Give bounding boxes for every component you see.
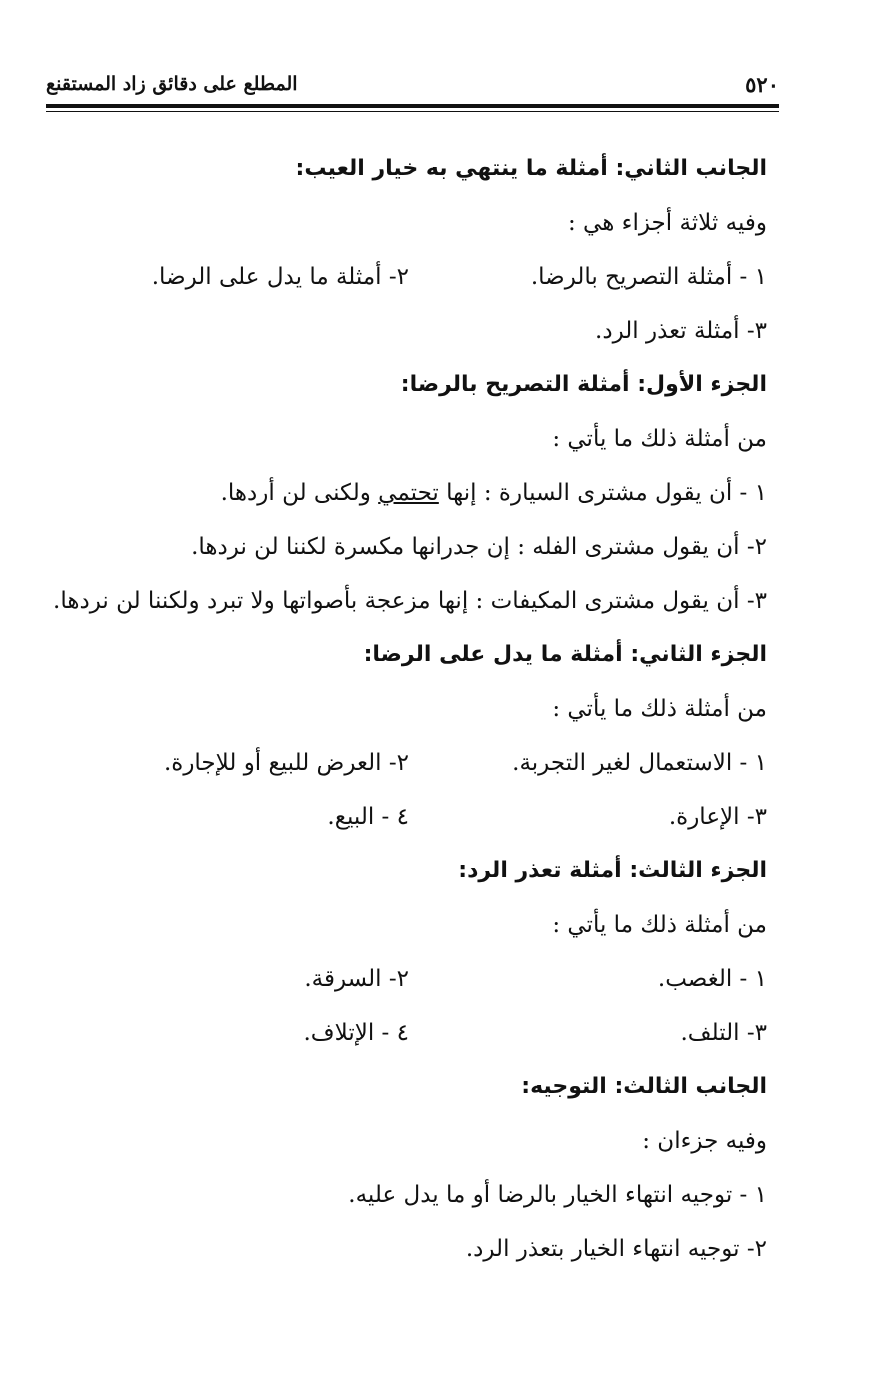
- intro-line: من أمثلة ذلك ما يأتي :: [552, 426, 767, 452]
- header-rule-thick: [46, 104, 779, 108]
- page-header: [46, 68, 779, 100]
- example-item-1: [50, 466, 767, 520]
- example-1-text-end: ولكنى لن أردها.: [220, 480, 379, 506]
- section-heading-3: الجانب الثالث: التوجيه:: [521, 1074, 767, 1099]
- running-title: المطلع على دقائق زاد المستقنع: [46, 73, 298, 95]
- parts-row-1: [50, 250, 767, 304]
- part-item-3: ٣- أمثلة تعذر الرد.: [595, 318, 767, 344]
- satisfaction-item-1: ١ - الاستعمال لغير التجربة.: [512, 750, 767, 776]
- subsection-heading-1: الجزء الأول: أمثلة التصريح بالرضا:: [400, 372, 767, 397]
- satisfaction-row-1: [50, 736, 767, 790]
- intro-line: وفيه ثلاثة أجزاء هي :: [567, 210, 767, 236]
- satisfaction-item-2: ٢- العرض للبيع أو للإجارة.: [163, 750, 409, 776]
- part-item-1: ١ - أمثلة التصريح بالرضا.: [530, 264, 767, 290]
- example-item-3: ٣- أن يقول مشترى المكيفات : إنها مزعجة بأصواتها ولا تبرد ولكننا لن نردها.: [53, 588, 767, 614]
- impossibility-row-1: [50, 952, 767, 1006]
- impossibility-item-1: ١ - الغصب.: [657, 966, 767, 992]
- satisfaction-item-3: ٣- الإعارة.: [668, 804, 767, 830]
- example-1-text-start: ١ - أن يقول مشترى السيارة : إنها: [438, 480, 767, 506]
- subsection-heading-2: الجزء الثاني: أمثلة ما يدل على الرضا:: [363, 642, 767, 667]
- satisfaction-row-2: [50, 790, 767, 844]
- intro-line: من أمثلة ذلك ما يأتي :: [552, 912, 767, 938]
- impossibility-item-3: ٣- التلف.: [680, 1020, 767, 1046]
- impossibility-row-2: [50, 1006, 767, 1060]
- satisfaction-item-4: ٤ - البيع.: [327, 804, 409, 830]
- header-rule-thin: [46, 111, 779, 112]
- subsection-heading-3: الجزء الثالث: أمثلة تعذر الرد:: [458, 858, 767, 883]
- page-body: [50, 142, 767, 1276]
- direction-item-2: ٢- توجيه انتهاء الخيار بتعذر الرد.: [465, 1236, 767, 1262]
- page-number: ٥٢٠: [745, 71, 779, 97]
- impossibility-item-2: ٢- السرقة.: [304, 966, 409, 992]
- part-item-2: ٢- أمثلة ما يدل على الرضا.: [151, 264, 409, 290]
- section-heading-2: الجانب الثاني: أمثلة ما ينتهي به خيار العيب:: [295, 156, 767, 181]
- example-item-2: ٢- أن يقول مشترى الفله : إن جدرانها مكسرة لكننا لن نردها.: [191, 534, 767, 560]
- intro-line: وفيه جزءان :: [642, 1128, 767, 1154]
- direction-item-1: ١ - توجيه انتهاء الخيار بالرضا أو ما يدل عليه.: [348, 1182, 767, 1208]
- intro-line: من أمثلة ذلك ما يأتي :: [552, 696, 767, 722]
- impossibility-item-4: ٤ - الإتلاف.: [303, 1020, 409, 1046]
- underlined-word: تحتمي: [378, 480, 439, 506]
